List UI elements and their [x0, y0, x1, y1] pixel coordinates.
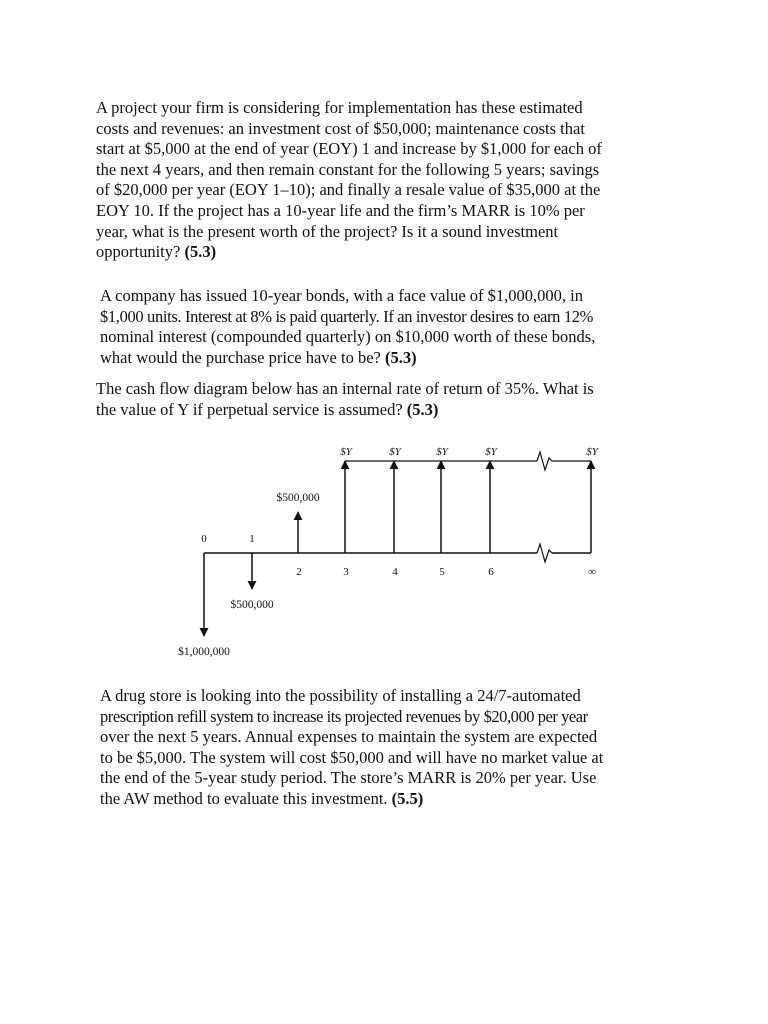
text-line: the next 4 years, and then remain constant for the following 5 years; savings — [96, 159, 600, 179]
text-line: the end of the 5-year study period. The store’s MARR is 20% per year. Use — [100, 768, 597, 788]
section-reference: (5.3) — [384, 347, 417, 367]
period-label: 6 — [488, 566, 494, 578]
text-line: start at $5,000 at the end of year (EOY) 1 and increase by $1,000 for each of — [96, 139, 602, 159]
y-amount-label: $Y — [340, 446, 352, 458]
period-label: 0 — [201, 533, 207, 545]
amount-label-500000-inflow: $500,000 — [276, 492, 320, 504]
problem-1-text — [96, 98, 668, 263]
amount-label-1000000-outflow: $1,000,000 — [178, 646, 230, 658]
problem-4-text — [100, 686, 670, 810]
period-label: 5 — [439, 566, 445, 578]
period-label-infinity: ∞ — [588, 566, 596, 578]
text-line: costs and revenues: an investment cost of $50,000; maintenance costs that — [96, 118, 585, 138]
y-amount-label: $Y — [485, 446, 497, 458]
period-label: 4 — [392, 566, 398, 578]
section-reference: (5.5) — [391, 788, 424, 808]
text-fragment: the AW method to evaluate this investment. — [100, 788, 388, 808]
period-label: 3 — [343, 566, 349, 578]
text-line: of $20,000 per year (EOY 1–10); and finally a resale value of $35,000 at the — [96, 180, 601, 200]
text-fragment: the value of Y if perpetual service is assumed? — [96, 399, 403, 419]
text-line: EOY 10. If the project has a 10-year life and the firm’s MARR is 10% per — [96, 200, 585, 220]
text-line: to be $5,000. The system will cost $50,000 and will have no market value at — [100, 747, 604, 767]
amount-label-500000-outflow: $500,000 — [230, 599, 274, 611]
text-fragment: what would the purchase price have to be? — [100, 347, 381, 367]
period-label: 1 — [249, 533, 255, 545]
text-line: nominal interest (compounded quarterly) on $10,000 worth of these bonds, — [100, 327, 596, 347]
text-line: A project your firm is considering for implementation has these estimated — [96, 98, 583, 117]
text-line — [100, 789, 670, 810]
y-amount-label: $Y — [389, 446, 401, 458]
section-reference: (5.3) — [184, 242, 217, 262]
y-amount-label: $Y — [586, 446, 598, 458]
timeline-break-symbol — [537, 544, 552, 562]
y-amount-label: $Y — [436, 446, 448, 458]
text-line: A company has issued 10-year bonds, with a face value of $1,000,000, in — [100, 286, 583, 305]
text-line: over the next 5 years. Annual expenses to maintain the system are expected — [100, 727, 598, 747]
text-line: prescription refill system to increase its projected revenues by $20,000 per year — [100, 706, 588, 726]
problem-3-text — [96, 379, 672, 420]
problem-2-text — [100, 286, 672, 368]
text-line — [100, 348, 672, 369]
inflow-rail-break-symbol — [537, 452, 552, 470]
period-label: 2 — [296, 566, 302, 578]
text-line: year, what is the present worth of the project? Is it a sound investment — [96, 221, 559, 241]
text-line: $1,000 units. Interest at 8% is paid quarterly. If an investor desires to earn 12% — [100, 306, 594, 326]
text-line — [96, 400, 672, 421]
text-line — [96, 242, 668, 263]
text-fragment: opportunity? — [96, 242, 181, 262]
section-reference: (5.3) — [406, 399, 439, 419]
text-line: A drug store is looking into the possibility of installing a 24/7-automated — [100, 686, 581, 705]
cash-flow-diagram — [160, 440, 620, 665]
text-line: The cash flow diagram below has an internal rate of return of 35%. What is — [96, 379, 594, 398]
